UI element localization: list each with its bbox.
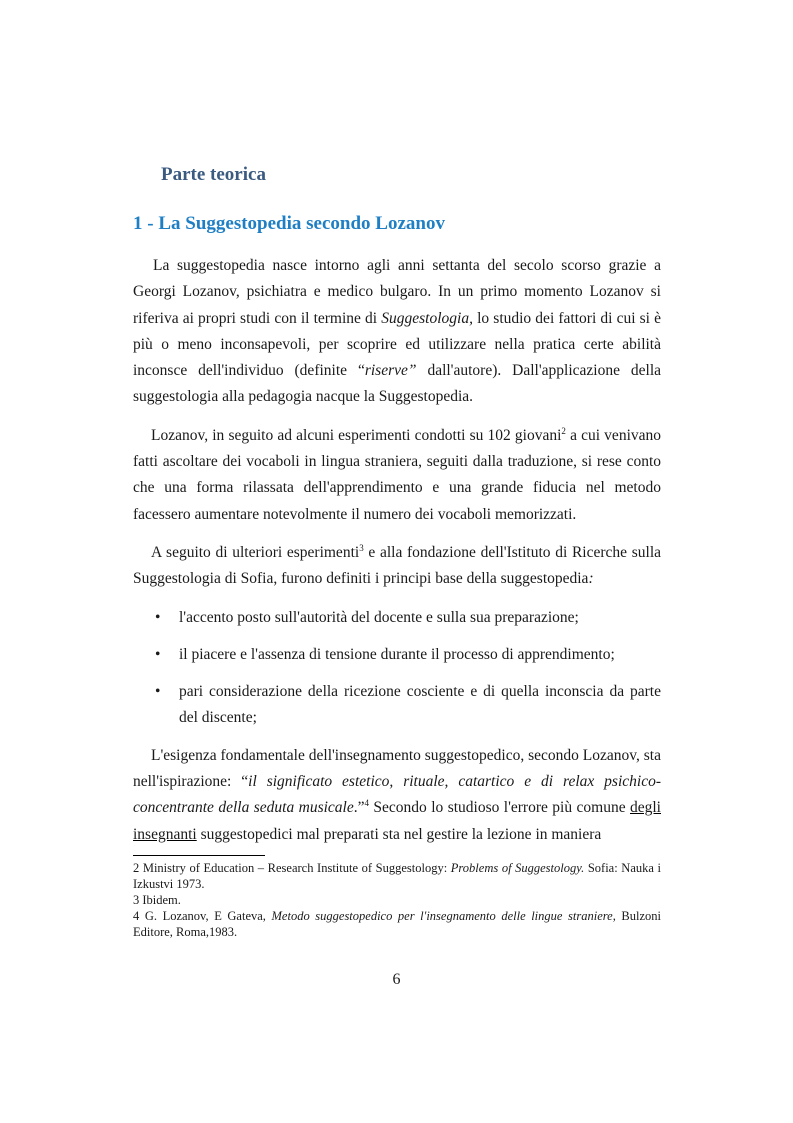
footnote-2 xyxy=(133,860,661,892)
list-item xyxy=(133,605,661,631)
chapter-title: 1 - La Suggestopedia secondo Lozanov xyxy=(133,213,445,234)
footnote-ref: 2 xyxy=(561,425,566,436)
bullet-icon: • xyxy=(155,683,161,701)
italic-term: Suggestologia, xyxy=(381,309,473,327)
underlined-text: degli insegnanti xyxy=(133,799,661,843)
footnotes xyxy=(133,860,661,940)
italic-title: Metodo suggestopedico per l'insegnamento delle lingue straniere xyxy=(271,909,613,923)
list-item xyxy=(133,679,661,732)
text-run: e alla fondazione dell'Istituto di Ricerche sulla Suggestologia di Sofia, furono definiti i principi base della suggestopedia xyxy=(133,543,662,588)
text-run: A seguito di ulteriori esperimenti xyxy=(151,543,360,561)
text-run: suggestopedici mal preparati sta nel gestire la lezione in maniera xyxy=(196,825,602,843)
page-number: 6 xyxy=(392,971,401,988)
text-run: La suggestopedia nasce intorno agli anni settanta del secolo scorso grazie a Georgi Lozanov, psichiatra e medico bulgaro. In un primo momento Lozanov si riferiva ai propri studi con il termine di xyxy=(133,257,661,327)
bullet-icon: • xyxy=(155,608,161,626)
text-run: 2 Ministry of Education – Research Institute of Suggestology: xyxy=(133,861,451,875)
list-item xyxy=(133,642,661,668)
footnote-ref: 3 xyxy=(359,542,364,553)
footnote-3: 3 Ibidem. xyxy=(133,893,181,907)
text-run: .” xyxy=(353,799,365,817)
text-run: Secondo lo studioso l'errore più comune xyxy=(369,799,630,817)
italic-quote: il significato estetico, rituale, catartico e di relax psichico-concentrante della seduta musicale xyxy=(133,773,661,817)
footnote-4 xyxy=(133,908,661,940)
text-run: 4 G. Lozanov, E Gateva, xyxy=(133,909,272,923)
text-run: lo studio dei fattori di cui si è più o meno inconsapevoli, per scoprire ed utilizzare nella pratica certe abilità inconsce dell'individuo (definite “ xyxy=(133,309,661,380)
paragraph-4 xyxy=(133,743,661,848)
principles-list xyxy=(133,605,661,732)
text-run: Lozanov, in seguito ad alcuni esperimenti condotti su 102 giovani xyxy=(151,426,562,444)
text-run: , Bulzoni Editore, Roma,1983. xyxy=(133,909,661,939)
italic-title: Problems of Suggestology. xyxy=(450,861,585,875)
italic-term: riserve” xyxy=(364,362,417,380)
part-title: Parte teorica xyxy=(161,164,266,185)
footnote-ref: 4 xyxy=(364,798,369,809)
text-run: L'esigenza fondamentale dell'insegnamento suggestopedico, secondo Lozanov, sta nell'ispirazione: “ xyxy=(133,746,661,791)
text-run: dall'autore). Dall'applicazione della suggestologia alla pedagogia nacque la Suggestopedia. xyxy=(133,362,661,406)
list-item-text: il piacere e l'assenza di tensione durante il processo di apprendimento; xyxy=(179,645,615,663)
list-item-text: l'accento posto sull'autorità del docente e sulla sua preparazione; xyxy=(179,608,579,626)
text-run: : xyxy=(588,570,594,588)
text-run: Sofia: Nauka i Izkustvi 1973. xyxy=(133,861,661,891)
text-run: a cui venivano fatti ascoltare dei vocaboli in lingua straniera, seguiti dalla traduzione, si rese conto che una forma rilassata dell'apprendimento e una grande fiducia nel metodo facessero aumentare notevolmente il numero dei vocaboli memorizzati. xyxy=(133,426,662,523)
body-text xyxy=(133,253,661,860)
bullet-icon: • xyxy=(155,645,161,663)
paragraph-1 xyxy=(133,253,661,411)
list-item-text: pari considerazione della ricezione cosciente e di quella inconscia da parte del discente; xyxy=(179,683,661,727)
paragraph-2 xyxy=(133,423,661,528)
footnote-separator xyxy=(133,855,265,856)
paragraph-3 xyxy=(133,540,661,593)
